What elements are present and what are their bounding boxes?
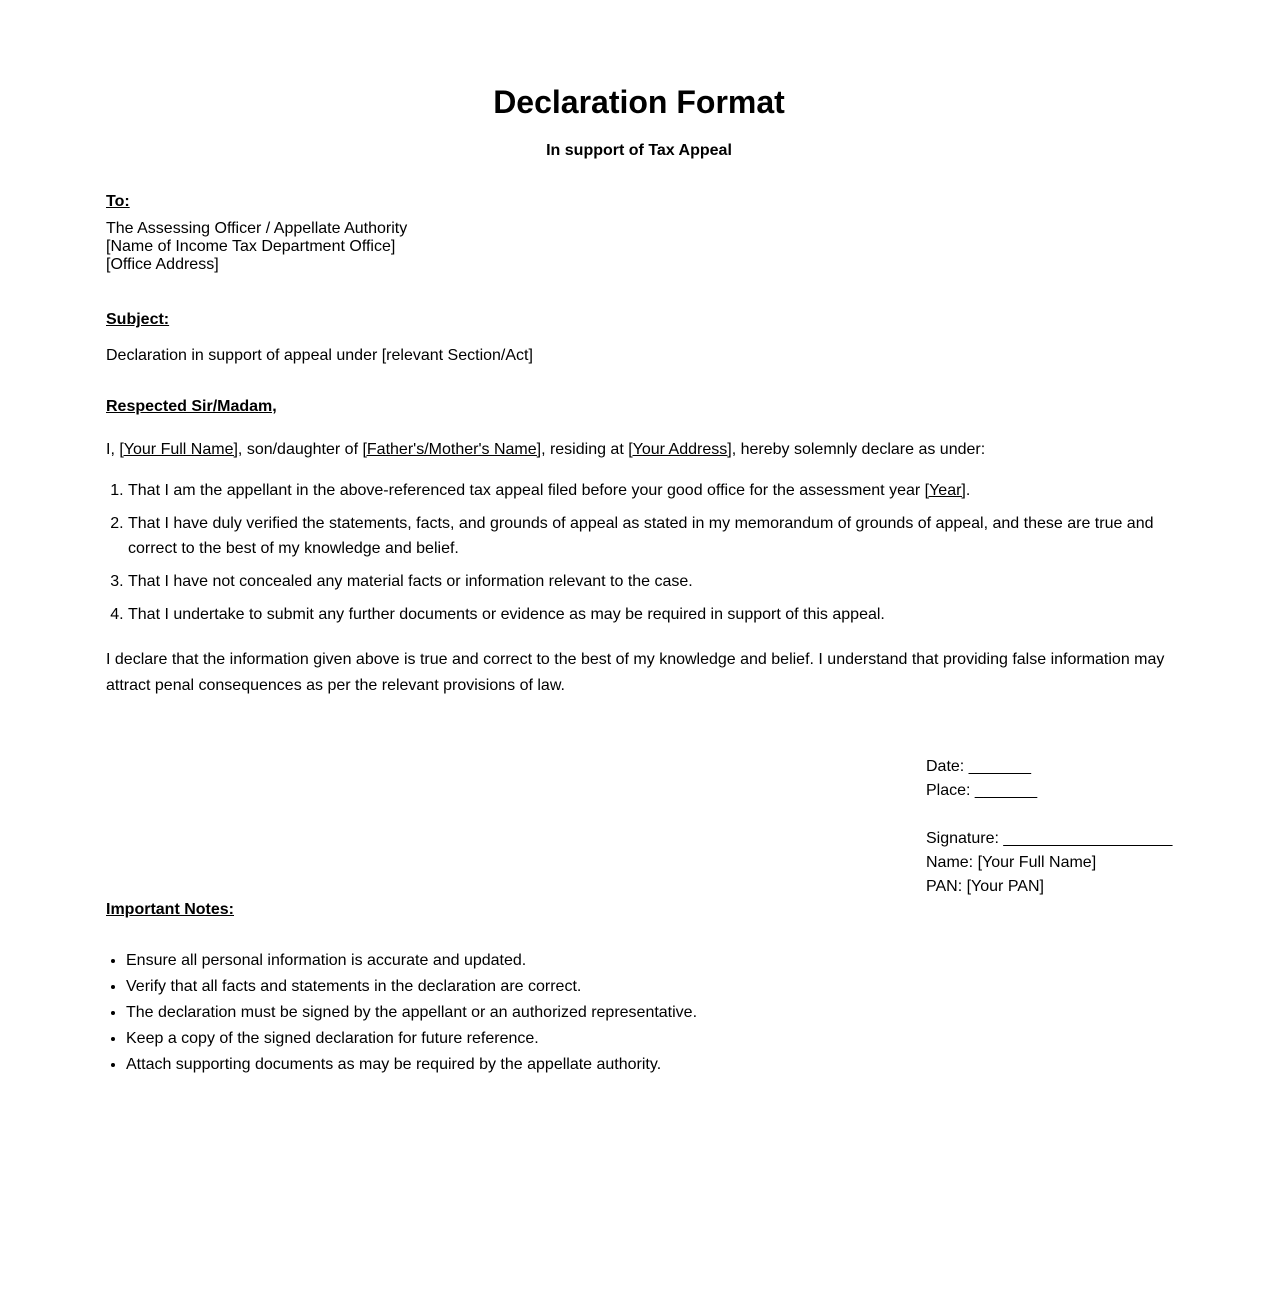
spacer [926,803,1172,827]
final-statement: I declare that the information given above is true and correct to the best of my knowledge and belief. I understand that providing false information may attract penal consequences as per the relevant provisions of law. [106,651,1165,694]
note-item: • Keep a copy of the signed declaration for future reference. [126,1026,697,1052]
recipient-line: [Name of Income Tax Department Office] [106,238,396,255]
full-name-placeholder: [Your Full Name] [119,441,238,458]
declaration-points [106,478,1176,635]
date-field: Date: _______ [926,758,1031,775]
declaration-intro [106,440,985,460]
intro-text: , residing at [541,441,629,458]
parent-name-placeholder: [Father's/Mother's Name] [362,441,542,458]
note-item: • Verify that all facts and statements in the declaration are correct. [126,974,697,1000]
signature-block [926,755,1172,899]
signature-field: Signature: ___________________ [926,830,1173,847]
note-item: • Ensure all personal information is accurate and updated. [126,948,697,974]
notes-heading: Important Notes: [106,901,234,918]
note-item: • The declaration must be signed by the appellant or an authorized representative. [126,1000,697,1026]
intro-text: , hereby solemnly declare as under: [731,441,986,458]
declaration-point: 3. That I have not concealed any material facts or information relevant to the case. [128,569,1176,594]
recipient-address [106,220,407,274]
declaration-point [128,478,1176,503]
intro-text: I, [106,441,120,458]
point-text: . [965,482,971,499]
place-field: Place: _______ [926,782,1038,799]
name-field: Name: [Your Full Name] [926,854,1097,871]
subject-heading: Subject: [106,311,170,328]
note-item: • Attach supporting documents as may be required by the appellate authority. [126,1052,697,1078]
intro-text: , son/daughter of [237,441,363,458]
declaration-point: 2. That I have duly verified the statements, facts, and grounds of appeal as stated in my memorandum of grounds of appeal, and these are true and correct to the best of my knowledge and belief. [128,511,1176,561]
year-placeholder: [Year] [924,482,966,499]
declaration-point: 4. That I undertake to submit any further documents or evidence as may be required in support of this appeal. [128,602,1176,627]
to-heading: To: [106,193,130,210]
recipient-line: [Office Address] [106,256,219,273]
subject-text: Declaration in support of appeal under [relevant Section/Act] [106,347,533,364]
point-text: That I am the appellant in the above-referenced tax appeal filed before your good office for the assessment year [128,482,925,499]
document-title: Declaration Format [493,84,785,120]
document-subtitle: In support of Tax Appeal [546,142,732,159]
recipient-line: The Assessing Officer / Appellate Authority [106,220,408,237]
pan-field: PAN: [Your PAN] [926,878,1044,895]
notes-list [106,948,697,1078]
salutation: Respected Sir/Madam, [106,398,277,415]
address-placeholder: [Your Address] [628,441,732,458]
